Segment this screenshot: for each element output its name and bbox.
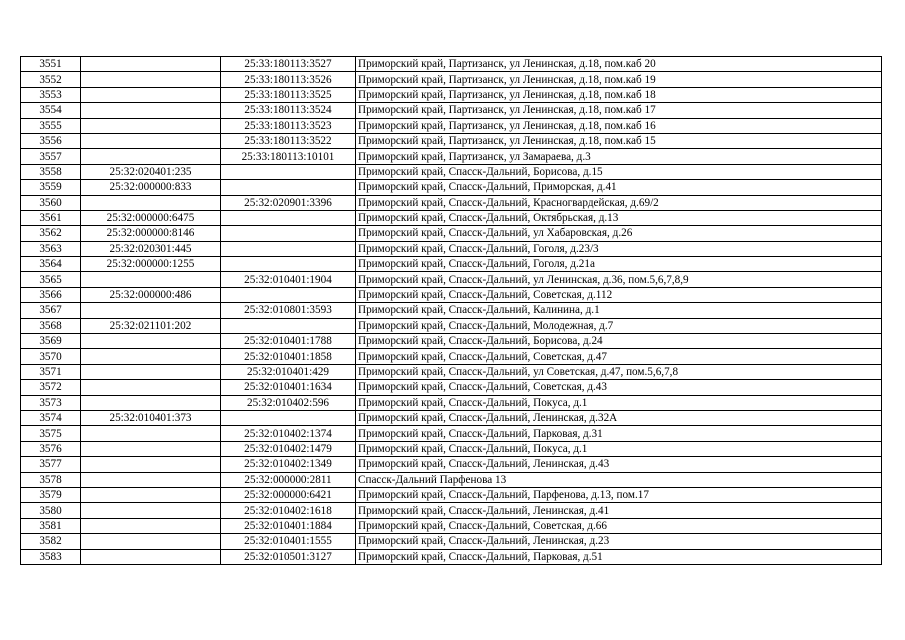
address-cell: Приморский край, Партизанск, ул Замараева, д.3 <box>356 149 882 164</box>
previous-number-cell: 25:32:010401:373 <box>81 410 221 425</box>
row-number-cell: 3554 <box>21 103 81 118</box>
address-cell: Приморский край, Партизанск, ул Ленинская, д.18, пом.каб 16 <box>356 118 882 133</box>
address-cell: Приморский край, Спасск-Дальний, Советская, д.66 <box>356 518 882 533</box>
table-row <box>21 410 882 425</box>
table-row <box>21 472 882 487</box>
address-cell: Приморский край, Спасск-Дальний, Молодежная, д.7 <box>356 318 882 333</box>
previous-number-cell <box>81 441 221 456</box>
address-cell: Приморский край, Спасск-Дальний, Покуса, д.1 <box>356 441 882 456</box>
address-cell: Приморский край, Спасск-Дальний, Парковая, д.31 <box>356 426 882 441</box>
address-cell: Приморский край, Спасск-Дальний, Ленинская, д.41 <box>356 503 882 518</box>
row-number-cell: 3561 <box>21 210 81 225</box>
row-number-cell: 3569 <box>21 334 81 349</box>
cadastral-number-cell: 25:32:010801:3593 <box>221 303 356 318</box>
row-number-cell: 3564 <box>21 257 81 272</box>
cadastral-number-cell <box>221 318 356 333</box>
row-number-cell: 3575 <box>21 426 81 441</box>
address-cell: Приморский край, Спасск-Дальний, Покуса, д.1 <box>356 395 882 410</box>
cadastral-number-cell: 25:32:000000:2811 <box>221 472 356 487</box>
address-cell: Приморский край, Спасск-Дальний, Парковая, д.51 <box>356 549 882 564</box>
cadastral-number-cell <box>221 410 356 425</box>
table-row <box>21 349 882 364</box>
address-cell: Приморский край, Спасск-Дальний, Гоголя, д.21а <box>356 257 882 272</box>
table-row <box>21 457 882 472</box>
row-number-cell: 3562 <box>21 226 81 241</box>
address-cell: Приморский край, Партизанск, ул Ленинская, д.18, пом.каб 19 <box>356 72 882 87</box>
row-number-cell: 3570 <box>21 349 81 364</box>
row-number-cell: 3557 <box>21 149 81 164</box>
cadastral-number-cell <box>221 180 356 195</box>
address-cell: Приморский край, Спасск-Дальний, Советская, д.47 <box>356 349 882 364</box>
row-number-cell: 3555 <box>21 118 81 133</box>
previous-number-cell <box>81 118 221 133</box>
cadastral-number-cell: 25:32:010401:1634 <box>221 380 356 395</box>
cadastral-number-cell: 25:32:000000:6421 <box>221 487 356 502</box>
cadastral-number-cell <box>221 287 356 302</box>
previous-number-cell: 25:32:000000:833 <box>81 180 221 195</box>
previous-number-cell: 25:32:020401:235 <box>81 164 221 179</box>
row-number-cell: 3556 <box>21 133 81 148</box>
row-number-cell: 3577 <box>21 457 81 472</box>
cadastral-number-cell: 25:32:020901:3396 <box>221 195 356 210</box>
address-cell: Приморский край, Спасск-Дальний, Ленинская, д.43 <box>356 457 882 472</box>
previous-number-cell: 25:32:000000:486 <box>81 287 221 302</box>
table-row <box>21 503 882 518</box>
address-cell: Спасск-Дальний Парфенова 13 <box>356 472 882 487</box>
cadastral-number-cell <box>221 241 356 256</box>
row-number-cell: 3574 <box>21 410 81 425</box>
previous-number-cell <box>81 133 221 148</box>
table-row <box>21 241 882 256</box>
table-row <box>21 441 882 456</box>
address-cell: Приморский край, Спасск-Дальний, Красногвардейская, д.69/2 <box>356 195 882 210</box>
cadastral-number-cell <box>221 257 356 272</box>
table-row <box>21 534 882 549</box>
cadastral-number-cell: 25:32:010402:1479 <box>221 441 356 456</box>
table-row <box>21 164 882 179</box>
row-number-cell: 3568 <box>21 318 81 333</box>
previous-number-cell: 25:32:000000:1255 <box>81 257 221 272</box>
address-cell: Приморский край, Спасск-Дальний, ул Хабаровская, д.26 <box>356 226 882 241</box>
previous-number-cell: 25:32:000000:6475 <box>81 210 221 225</box>
table-row <box>21 210 882 225</box>
address-cell: Приморский край, Спасск-Дальний, Октябрьская, д.13 <box>356 210 882 225</box>
table-row <box>21 364 882 379</box>
address-cell: Приморский край, Спасск-Дальний, Калинина, д.1 <box>356 303 882 318</box>
cadastral-number-cell: 25:33:180113:3524 <box>221 103 356 118</box>
table-row <box>21 272 882 287</box>
cadastral-number-cell: 25:33:180113:3527 <box>221 57 356 72</box>
cadastral-number-cell: 25:32:010401:1788 <box>221 334 356 349</box>
previous-number-cell <box>81 87 221 102</box>
previous-number-cell <box>81 503 221 518</box>
row-number-cell: 3583 <box>21 549 81 564</box>
cadastral-number-cell: 25:33:180113:3526 <box>221 72 356 87</box>
address-cell: Приморский край, Спасск-Дальний, Советская, д.112 <box>356 287 882 302</box>
cadastral-number-cell: 25:32:010401:1884 <box>221 518 356 533</box>
previous-number-cell <box>81 334 221 349</box>
address-cell: Приморский край, Партизанск, ул Ленинская, д.18, пом.каб 20 <box>356 57 882 72</box>
cadastral-number-cell: 25:32:010402:596 <box>221 395 356 410</box>
row-number-cell: 3572 <box>21 380 81 395</box>
registry-table-body <box>21 57 882 565</box>
previous-number-cell <box>81 549 221 564</box>
previous-number-cell: 25:32:000000:8146 <box>81 226 221 241</box>
table-row <box>21 57 882 72</box>
cadastral-number-cell: 25:32:010501:3127 <box>221 549 356 564</box>
cadastral-number-cell <box>221 164 356 179</box>
address-cell: Приморский край, Партизанск, ул Ленинская, д.18, пом.каб 17 <box>356 103 882 118</box>
cadastral-number-cell: 25:33:180113:3523 <box>221 118 356 133</box>
table-row <box>21 518 882 533</box>
row-number-cell: 3573 <box>21 395 81 410</box>
address-cell: Приморский край, Спасск-Дальний, Гоголя, д.23/3 <box>356 241 882 256</box>
previous-number-cell <box>81 472 221 487</box>
row-number-cell: 3566 <box>21 287 81 302</box>
table-row <box>21 195 882 210</box>
row-number-cell: 3552 <box>21 72 81 87</box>
row-number-cell: 3553 <box>21 87 81 102</box>
row-number-cell: 3558 <box>21 164 81 179</box>
cadastral-number-cell <box>221 210 356 225</box>
row-number-cell: 3579 <box>21 487 81 502</box>
previous-number-cell <box>81 103 221 118</box>
row-number-cell: 3582 <box>21 534 81 549</box>
table-row <box>21 72 882 87</box>
table-row <box>21 287 882 302</box>
previous-number-cell <box>81 380 221 395</box>
address-cell: Приморский край, Спасск-Дальний, Ленинская, д.23 <box>356 534 882 549</box>
cadastral-number-cell: 25:33:180113:10101 <box>221 149 356 164</box>
row-number-cell: 3560 <box>21 195 81 210</box>
cadastral-number-cell <box>221 226 356 241</box>
cadastral-number-cell: 25:32:010401:1904 <box>221 272 356 287</box>
table-row <box>21 395 882 410</box>
cadastral-number-cell: 25:32:010401:1858 <box>221 349 356 364</box>
table-row <box>21 87 882 102</box>
address-cell: Приморский край, Спасск-Дальний, Парфенова, д.13, пом.17 <box>356 487 882 502</box>
table-row <box>21 380 882 395</box>
address-cell: Приморский край, Партизанск, ул Ленинская, д.18, пом.каб 15 <box>356 133 882 148</box>
table-row <box>21 226 882 241</box>
previous-number-cell <box>81 72 221 87</box>
table-row <box>21 334 882 349</box>
table-row <box>21 303 882 318</box>
previous-number-cell <box>81 518 221 533</box>
row-number-cell: 3559 <box>21 180 81 195</box>
previous-number-cell <box>81 272 221 287</box>
table-row <box>21 149 882 164</box>
cadastral-number-cell: 25:32:010402:1374 <box>221 426 356 441</box>
address-cell: Приморский край, Партизанск, ул Ленинская, д.18, пом.каб 18 <box>356 87 882 102</box>
previous-number-cell <box>81 149 221 164</box>
previous-number-cell: 25:32:020301:445 <box>81 241 221 256</box>
address-cell: Приморский край, Спасск-Дальний, Борисова, д.24 <box>356 334 882 349</box>
row-number-cell: 3581 <box>21 518 81 533</box>
address-cell: Приморский край, Спасск-Дальний, ул Ленинская, д.36, пом.5,6,7,8,9 <box>356 272 882 287</box>
previous-number-cell <box>81 487 221 502</box>
table-row <box>21 257 882 272</box>
table-row <box>21 549 882 564</box>
table-row <box>21 487 882 502</box>
cadastral-number-cell: 25:32:010401:1555 <box>221 534 356 549</box>
row-number-cell: 3576 <box>21 441 81 456</box>
previous-number-cell <box>81 195 221 210</box>
table-row <box>21 180 882 195</box>
previous-number-cell <box>81 426 221 441</box>
table-row <box>21 318 882 333</box>
row-number-cell: 3580 <box>21 503 81 518</box>
address-cell: Приморский край, Спасск-Дальний, ул Советская, д.47, пом.5,6,7,8 <box>356 364 882 379</box>
address-cell: Приморский край, Спасск-Дальний, Советская, д.43 <box>356 380 882 395</box>
cadastral-number-cell: 25:33:180113:3522 <box>221 133 356 148</box>
row-number-cell: 3578 <box>21 472 81 487</box>
cadastral-number-cell: 25:32:010402:1618 <box>221 503 356 518</box>
table-row <box>21 426 882 441</box>
previous-number-cell <box>81 364 221 379</box>
previous-number-cell <box>81 457 221 472</box>
address-cell: Приморский край, Спасск-Дальний, Борисова, д.15 <box>356 164 882 179</box>
property-registry-table <box>20 56 882 565</box>
cadastral-number-cell: 25:33:180113:3525 <box>221 87 356 102</box>
previous-number-cell <box>81 349 221 364</box>
table-row <box>21 133 882 148</box>
row-number-cell: 3565 <box>21 272 81 287</box>
table-row <box>21 118 882 133</box>
previous-number-cell <box>81 303 221 318</box>
row-number-cell: 3567 <box>21 303 81 318</box>
row-number-cell: 3563 <box>21 241 81 256</box>
row-number-cell: 3571 <box>21 364 81 379</box>
address-cell: Приморский край, Спасск-Дальний, Ленинская, д.32А <box>356 410 882 425</box>
previous-number-cell <box>81 395 221 410</box>
previous-number-cell <box>81 57 221 72</box>
previous-number-cell <box>81 534 221 549</box>
previous-number-cell: 25:32:021101:202 <box>81 318 221 333</box>
cadastral-number-cell: 25:32:010402:1349 <box>221 457 356 472</box>
row-number-cell: 3551 <box>21 57 81 72</box>
cadastral-number-cell: 25:32:010401:429 <box>221 364 356 379</box>
table-row <box>21 103 882 118</box>
address-cell: Приморский край, Спасск-Дальний, Приморская, д.41 <box>356 180 882 195</box>
